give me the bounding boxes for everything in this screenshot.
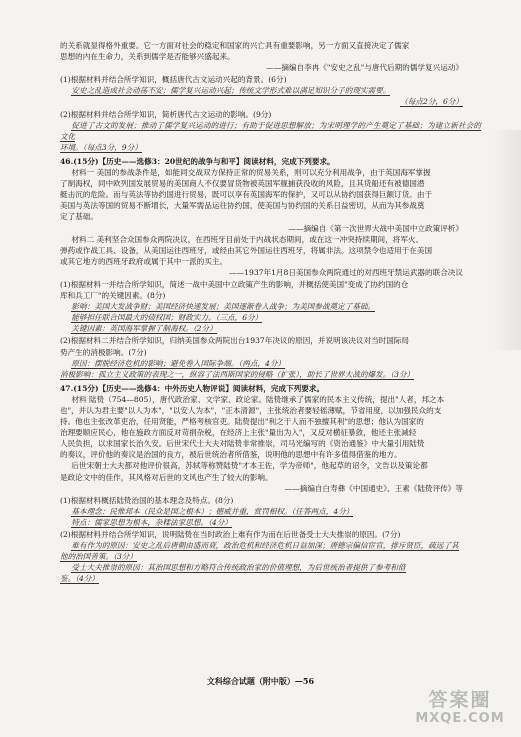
material-line: 材料二 美利坚合众国参众两院决议，在西班牙目前处于内战状态期间，或在这一冲突持续期间，将军火、: [71, 234, 424, 244]
question-46-1: (1)根据材料一并结合所学知识，简述一战中美国中立政策产生的影响，并概括使美国"变成了协约国的仓: [60, 279, 409, 289]
answer-46-2-cont: 消极影响：孤立主义政策的表现之一，纵容了法西斯国家的侵略（扩张），助长了世界大战的爆发。（3分）: [60, 369, 415, 379]
question-45-2: (2)根据材料并结合所学知识，简析唐代古文运动的影响。(9分): [60, 109, 272, 119]
material-line: 弹药或作战工具、设备，从美国运往西班牙，或经由其它外国运往西班牙，将属非法。这项禁令也适用于在美国: [60, 245, 433, 255]
question-46-2: (2)根据材料二并结合所学知识，归纳美国参众两院出台1937年决议的原因，并说明该决议对当时国际局: [60, 336, 410, 346]
answer-46-1: 影响：美国大发战争财；美国经济快速发展；美国逐渐卷入战争；为美国参战奠定了基础。: [71, 302, 376, 312]
question-47-1: (1)根据材料概括陆贽治国的基本理念及特点。(8分): [60, 495, 234, 505]
material-line: 也"，并认为君主要"以人为本"，"以安人为本"，"正本清源"，主张统治者要轻徭薄赋，节省用度，以加强民众的支: [60, 406, 442, 415]
material-line: 治理要顺应民心，他在施政方面反对苛捐杂税，在经济上主张"量出为入"，又反对横征暴敛，他还主张减轻: [60, 428, 417, 438]
material-line: 人民负担，以求国家长治久安。后世宋代士大夫对陆贽非常推崇，司马光编写的《资治通鉴》中大量引用陆贽: [60, 439, 425, 449]
question-46-heading: 46.(15分)【历史——选修3：20世纪的战争与和平】阅读材料，完成下列要求。: [60, 156, 335, 166]
answer-47-1-cont: 特点：儒家思想为根本，杂糅法家思想。（4分）: [71, 517, 232, 527]
material-line: 美国与英法等国的贸易不断增长，大量军需品运往协约国，使美国与协约国的关系日益密切，从而为其参战奠: [60, 201, 425, 211]
material-line: 是政论文中的佳作，其风格对后世的文风也产生了较大的影响。: [60, 472, 273, 482]
passage-line: 思想的内在生命力，关系到儒学是否能够兴盛起来。: [60, 52, 235, 62]
page-footer: 文科综合试题（附中版）—56: [206, 676, 315, 686]
material-line: 材料一 美国的参战条件是，如能同交战双方保持正常的贸易关系，则可以充分利用战争，由于英国海军掌握: [71, 168, 431, 178]
material-line: 了制海权，同中欧列国发展贸易的美国商人不仅要冒货物被英国军舰捕获没收的风险，且其货船还有被德国潜: [60, 179, 425, 189]
answer-46-1-cont: 能够担任联合国最大的债权国；财政实力。（三点，6分）: [71, 313, 263, 323]
material-line: 的奏议，评价他的奏议是治国的良方，被后世统治者所借鉴，说明他的思想中有许多值得借鉴的地方。: [60, 450, 402, 460]
source-citation: ——1937年1月8日美国参众两院通过的对西班牙禁运武器的联合决议: [228, 267, 463, 277]
answer-45-2: 促进了古文的发展；推动了儒学复兴运动的进行；有助于促进思想解放；为宋明理学的产生奠定了基础；为建立新社会的文化: [60, 120, 481, 141]
answer-47-1: 基本理念：民惟邦本（民众是国之根本）；德威并重，赏罚相权。（任答两点，4分）: [71, 506, 354, 516]
material-line: 艇击沉的危险。而与英法等协约国进行贸易，既可以享有英国海军的保护，又可以从协约国获得巨额订货。由于: [60, 190, 433, 200]
answer-47-2-cont: 他的治国善策。（3分）: [60, 552, 137, 562]
answer-47-2-b: 受士大夫推崇的原因：其治国思想和方略符合传统政治家的价值理想，为后世统治者提供了参考和借: [71, 563, 406, 573]
answer-46-1-key: 关键因素：英国海军掌握了制海权。（2分）: [71, 324, 217, 334]
source-citation: ——摘编自白寿彝《中国通史》、王素《陆贽评传》等: [284, 483, 463, 493]
question-46-2-cont: 势产生的消极影响。(7分): [60, 347, 147, 357]
question-46-1-cont: 库和兵工厂"的关键因素。(8分): [60, 291, 166, 301]
watermark-logo-text: 答案圈: [428, 689, 492, 711]
source-citation: ——摘编自《第一次世界大战中美国中立政策评析》: [288, 223, 463, 233]
material-line: 或其它地方的西班牙政府或属于其中一派的买主。: [60, 256, 228, 266]
question-47-2: (2)根据材料并结合所学知识，说明陆贽在当时政治上难有作为而在后世备受士大夫推崇的原因。(7分): [60, 530, 401, 540]
material-line: 后世宋朝士大夫都对他评价很高，苏轼等称赞陆贽"才本王佐，学为帝师"，他起草的诏令，文告以及策论都: [71, 461, 428, 471]
answer-46-2: 原因：摆脱经济危机的影响；避免卷入国际争端。（两点，4分）: [71, 358, 286, 368]
question-47-heading: 47.(15分)【历史——选修4：中外历史人物评说】阅读材料，完成下列要求。: [60, 383, 325, 393]
question-45-1: (1)根据材料并结合所学知识，概括唐代古文运动兴起的背景。(6分): [60, 75, 287, 85]
passage-line: 的关系就显得格外重要。它一方面对社会的稳定和国家的兴亡具有重要影响，另一方面又直接决定了儒家: [60, 41, 410, 50]
source-citation: ——摘编自李冉《"安史之乱"与唐代后期的儒学复兴运动》: [266, 63, 463, 73]
answer-45-1-score: （每点2分，6分）: [400, 97, 463, 107]
watermark-logo: [405, 689, 515, 731]
page-fold-shadow: [493, 130, 521, 350]
material-line: 定了基础。: [60, 212, 98, 222]
answer-47-2: 难有作为的原因：安史之乱后唐朝由盛而衰，政治危机和经济危机日益加深；唐德宗偏信宦官，排斥贤臣，疏远了其: [71, 541, 459, 551]
answer-45-2-cont: 环境。（每点3分，9分）: [60, 142, 142, 152]
material-line: 材料 陆贽（754—805），唐代政治家、文学家、政论家。陆贽继承了儒家的民本主义传统，提出"人者，邦之本: [71, 394, 445, 404]
answer-47-2-b-cont: 鉴。（4分）: [60, 574, 99, 584]
answer-45-1: 安史之乱造成社会动荡不安；儒学复兴运动兴起；传统文学形式难以满足知识分子的现实需要。: [71, 86, 391, 96]
material-line: 持。他也主张改革吏治，任用贤能，严格考核官吏。陆贽提出"利之于人而不独擅其利"的思想；他认为国家的: [60, 417, 424, 427]
watermark-url: MXQE.COM: [415, 711, 505, 726]
